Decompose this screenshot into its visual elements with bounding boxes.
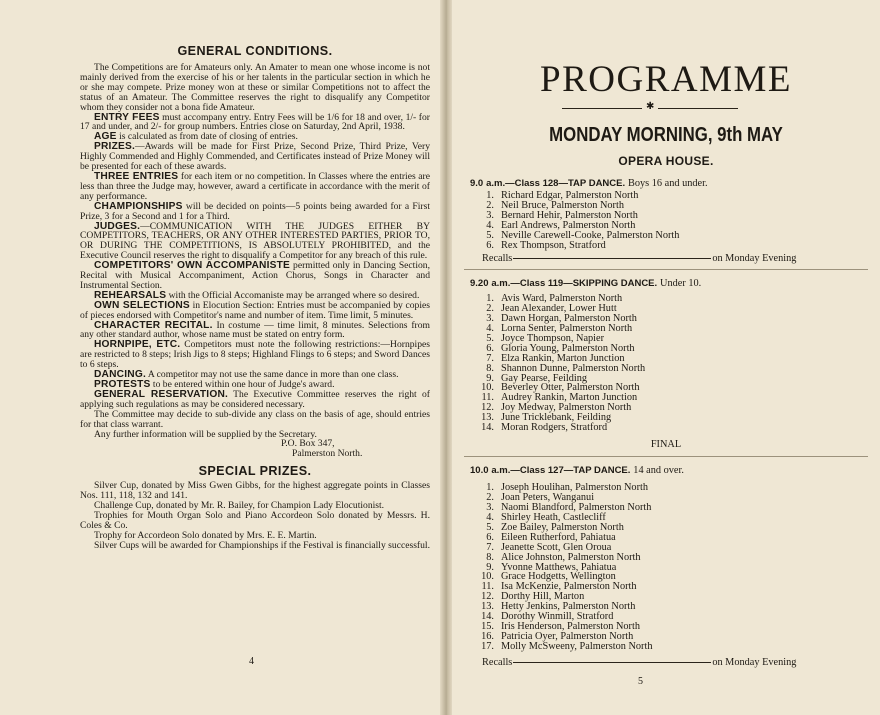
recalls-rule (513, 662, 711, 663)
event-class-label: —Class 119—SKIPPING DANCE. (510, 278, 658, 289)
entry-name: Jeanette Scott, Glen Oroua (501, 541, 612, 553)
condition-item (80, 172, 430, 202)
entry-number: 9. (486, 561, 494, 573)
special-prizes-list (80, 481, 430, 550)
condition-item (80, 321, 430, 341)
entry-number: 6. (486, 239, 494, 251)
special-prize-item: Silver Cup, donated by Miss Gwen Gibbs, for the highest aggregate points in Classes Nos. 111, 118, 132 and 141. (80, 480, 430, 502)
event-note: 14 and over. (633, 465, 684, 476)
condition-text: Competitors must note the following restrictions:—Hornpipes are restricted to 8 steps; Irish Jigs to 8 steps; Highland Flings to 6 steps; and Sword Dances to 6 steps. (80, 339, 430, 371)
entry-name: Gay Pearse, Feilding (501, 372, 588, 384)
condition-text: must accompany entry. Entry Fees will be 1/6 for 18 and over, 1/- for 17 and under, and 2/- for group numbers. Entries close on Saturday, 2nd April, 1938. (80, 111, 430, 133)
event-class-128 (470, 178, 870, 251)
condition-item (80, 202, 430, 222)
event-note: Boys 16 and under. (628, 178, 708, 189)
entry-number: 11. (481, 581, 494, 593)
programme-title: PROGRAMME (540, 59, 792, 100)
condition-keyword: OWN SELECTIONS (94, 299, 190, 311)
event-ampm: a.m. (491, 278, 511, 289)
recalls-when: on Monday Evening (712, 253, 797, 264)
condition-item (80, 113, 430, 133)
entry-item (470, 642, 870, 652)
entry-name: Elza Rankin, Marton Junction (501, 352, 625, 364)
entry-number: 1. (486, 293, 494, 304)
condition-keyword: CHARACTER RECITAL. (94, 319, 213, 331)
entry-name: Naomi Blandford, Palmerston North (501, 501, 652, 513)
venue-heading: OPERA HOUSE. (618, 154, 714, 168)
event-note: Under 10. (660, 278, 702, 289)
condition-text: A competitor may not use the same dance in more than one class. (145, 369, 399, 381)
entry-name: Iris Henderson, Palmerston North (501, 621, 640, 633)
general-conditions-body (80, 63, 430, 459)
entry-number: 5. (486, 229, 494, 241)
entry-number: 3. (486, 209, 494, 221)
conditions-list (80, 113, 430, 410)
entry-name: Bernard Hehir, Palmerston North (501, 209, 638, 221)
event-time: 9.20 (470, 278, 489, 289)
entry-number: 3. (486, 501, 494, 513)
entry-number: 1. (486, 190, 494, 201)
entry-number: 6. (486, 531, 494, 543)
event-header (470, 278, 870, 291)
session-heading: MONDAY MORNING, 9th MAY (549, 124, 783, 146)
event-header (470, 465, 870, 478)
entry-name: Patricia Oyer, Palmerston North (501, 631, 634, 643)
entry-number: 17. (481, 641, 494, 652)
entry-name: Joan Peters, Wanganui (501, 491, 595, 503)
section-divider (464, 269, 868, 270)
entry-number: 6. (486, 342, 494, 354)
entry-name: Joyce Thompson, Napier (501, 332, 605, 344)
recalls-when: on Monday Evening (712, 657, 797, 668)
condition-keyword: DANCING. (94, 369, 146, 381)
entry-number: 7. (486, 352, 494, 364)
condition-keyword: COMPETITORS' OWN ACCOMPANISTE (94, 260, 291, 272)
event-class-label: —Class 127—TAP DANCE. (510, 465, 631, 476)
asterisk-icon: ✱ (646, 101, 655, 112)
event-ampm: a.m. (491, 465, 511, 476)
entry-name: Joy Medway, Palmerston North (501, 402, 632, 414)
condition-text: to be entered within one hour of Judge's award. (150, 379, 335, 390)
event-ampm: a.m. (486, 178, 506, 189)
entry-name: Beverley Otter, Palmerston North (501, 382, 640, 394)
entry-number: 4. (486, 511, 494, 523)
entry-name: Joseph Houlihan, Palmerston North (501, 482, 649, 493)
entry-name: Eileen Rutherford, Pahiatua (501, 531, 616, 543)
entry-number: 5. (486, 521, 494, 533)
entry-number: 16. (481, 631, 494, 643)
event-class-119 (470, 278, 870, 433)
special-prize-item: Silver Cups will be awarded for Championships if the Festival is financially successful. (94, 539, 430, 551)
condition-text: will be decided on points—5 points being awarded for a First Prize, 3 for a Second and 1 for a Third. (80, 200, 430, 222)
entry-number: 13. (481, 601, 494, 613)
entry-number: 11. (481, 392, 494, 404)
page-number-right: 5 (638, 676, 643, 687)
city-line: Palmerston North. (292, 448, 363, 460)
event-time: 10.0 (470, 465, 489, 476)
condition-item (80, 301, 430, 321)
subdivide-paragraph: The Committee may decide to sub-divide any class on the basis of age, should entries for that class warrant. (80, 408, 430, 430)
entry-number: 13. (481, 412, 494, 424)
recalls-line-class-128 (482, 253, 842, 264)
entry-number: 14. (481, 611, 494, 623)
entry-number: 12. (481, 402, 494, 414)
entry-name: Shirley Heath, Castlecliff (501, 511, 606, 523)
condition-text: —Awards will be made for First Prize, Second Prize, Third Prize, Very Highly Commended and Highly Commended, and Certificates instead of Prize Money will be presented for each of these awards. (80, 141, 430, 173)
entry-name: Isa McKenzie, Palmerston North (501, 581, 637, 593)
entry-name: Richard Edgar, Palmerston North (501, 190, 639, 201)
condition-text: for each item or no competition. In Classes where the entries are less than three the Judge may, however, award a certificate in accordance with the merit of any performance. (80, 170, 430, 202)
event-class-127 (470, 465, 870, 652)
condition-keyword: CHAMPIONSHIPS (94, 200, 183, 212)
entry-name: Neville Carewell-Cooke, Palmerston North (501, 229, 680, 241)
condition-item (80, 340, 430, 370)
condition-text: In costume — time limit, 8 minutes. Selections from any other standard author, whose name must be stated on entry form. (80, 319, 430, 341)
entry-item (470, 241, 870, 251)
entry-name: Dorothy Winmill, Stratford (501, 611, 614, 623)
event-time: 9.0 (470, 178, 484, 189)
entry-name: June Tricklebank, Feilding (501, 412, 612, 424)
entry-list (470, 294, 870, 433)
entry-number: 12. (481, 591, 494, 603)
special-prize-item: Trophies for Mouth Organ Solo and Piano Accordeon Solo donated by Messrs. H. Coles & Co. (80, 509, 430, 531)
right-page (452, 0, 880, 715)
condition-text: in Elocution Section: Entries must be accompanied by copies of pieces endorsed with Competitor's name and number of item. Time limit, 5 minutes. (80, 299, 430, 321)
po-box: P.O. Box 347, (281, 438, 335, 450)
condition-text: is calculated as from date of closing of entries. (116, 131, 298, 143)
condition-keyword: ENTRY FEES (94, 111, 160, 123)
entry-number: 4. (486, 219, 494, 231)
condition-item (80, 261, 430, 291)
recalls-label: Recalls (482, 253, 513, 264)
entry-list (470, 483, 870, 652)
special-prize-item: Challenge Cup, donated by Mr. R. Bailey, for Champion Lady Elocutionist. (94, 500, 385, 512)
entry-name: Zoe Bailey, Palmerston North (501, 521, 624, 533)
entry-name: Lorna Senter, Palmerston North (501, 322, 633, 334)
entry-name: Earl Andrews, Palmerston North (501, 219, 636, 231)
further-info-paragraph: Any further information will be supplied by the Secretary. (94, 428, 317, 440)
entry-number: 2. (486, 491, 494, 503)
entry-name: Audrey Rankin, Marton Junction (501, 392, 638, 404)
condition-keyword: REHEARSALS (94, 289, 167, 301)
entry-name: Shannon Dunne, Palmerston North (501, 362, 646, 374)
entry-item (470, 423, 870, 433)
condition-item (80, 142, 430, 172)
section-divider (464, 456, 868, 457)
entry-name: Grace Hodgetts, Wellington (501, 571, 616, 583)
recalls-rule (513, 258, 711, 259)
title-ornament (562, 101, 740, 114)
condition-keyword: HORNPIPE, ETC. (94, 339, 181, 351)
entry-name: Moran Rodgers, Stratford (501, 422, 608, 434)
final-label: FINAL (650, 439, 682, 450)
entry-name: Avis Ward, Palmerston North (501, 293, 623, 304)
entry-name: Jean Alexander, Lower Hutt (501, 302, 617, 314)
entry-name: Hetty Jenkins, Palmerston North (501, 601, 636, 613)
entry-number: 3. (486, 312, 494, 324)
entry-number: 10. (481, 382, 494, 394)
condition-keyword: PRIZES. (94, 141, 136, 153)
entry-number: 10. (481, 571, 494, 583)
entry-number: 4. (486, 322, 494, 334)
entry-number: 8. (486, 551, 494, 563)
entry-number: 15. (481, 621, 494, 633)
condition-item (80, 222, 430, 262)
condition-keyword: JUDGES. (94, 220, 141, 232)
condition-keyword: GENERAL RESERVATION. (94, 388, 229, 400)
special-prizes-heading: SPECIAL PRIZES. (198, 464, 312, 479)
entry-name: Rex Thompson, Stratford (501, 239, 606, 251)
entry-name: Dorthy Hill, Marton (501, 591, 585, 603)
general-conditions-heading: GENERAL CONDITIONS. (177, 44, 333, 58)
event-class-label: —Class 128—TAP DANCE. (505, 178, 626, 189)
entry-name: Neil Bruce, Palmerston North (501, 199, 624, 211)
condition-text: —COMMUNICATION WITH THE JUDGES EITHER BY COMPETITORS, TEACHERS, OR ANY OTHER INTERESTED PARTIES, PRIOR TO, OR DURING THE COMPETITIONS, IS ABSOLUTELY PROHIBITED, and the Executive Council reserves the right to disqualify a Competitor for any breach of this rule. (80, 220, 430, 262)
entry-name: Molly McSweeny, Palmerston North (501, 641, 653, 652)
entry-name: Yvonne Matthews, Pahiatua (501, 561, 617, 573)
entry-name: Gloria Young, Palmerston North (501, 342, 635, 354)
entry-number: 8. (486, 362, 494, 374)
condition-keyword: THREE ENTRIES (94, 170, 179, 182)
condition-text: permitted only in Dancing Section, Recital with Musical Accompaniment, Action Chorus, Songs in Character and Instrumental Section. (80, 260, 430, 291)
recalls-label: Recalls (482, 657, 513, 668)
page-number-left: 4 (249, 656, 254, 667)
entry-number: 14. (481, 422, 494, 434)
condition-keyword: PROTESTS (94, 379, 151, 390)
condition-keyword: AGE (94, 131, 117, 143)
recalls-line-class-127 (482, 657, 842, 668)
condition-text: with the Official Accomaniste may be arranged where so desired. (166, 289, 420, 301)
entry-name: Dawn Horgan, Palmerston North (501, 312, 637, 324)
entry-number: 7. (486, 541, 494, 553)
entry-number: 5. (486, 332, 494, 344)
entry-number: 9. (486, 372, 494, 384)
ornament-rule-right (658, 108, 738, 109)
condition-text: The Executive Committee reserves the right of applying such regulations as may be considered necessary. (80, 388, 430, 410)
entry-number: 1. (486, 482, 494, 493)
entry-list (470, 191, 870, 251)
entry-name: Alice Johnston, Palmerston North (501, 551, 641, 563)
special-prize-item: Trophy for Accordeon Solo donated by Mrs. E. E. Martin. (94, 529, 317, 541)
entry-number: 2. (486, 199, 494, 211)
entry-number: 2. (486, 302, 494, 314)
ornament-rule-left (562, 108, 642, 109)
condition-item (80, 390, 430, 410)
intro-paragraph: The Competitions are for Amateurs only. An Amater to mean one whose income is not mainly derived from the exercise of his or her talents in the particular section in which he or she may compete. Prize money won at these or similar Competitions not to affect the status of an Amateur. The Committee reserves the right to disqualify any Competitor whom they consider not a bona fide Amateur. (80, 62, 430, 113)
